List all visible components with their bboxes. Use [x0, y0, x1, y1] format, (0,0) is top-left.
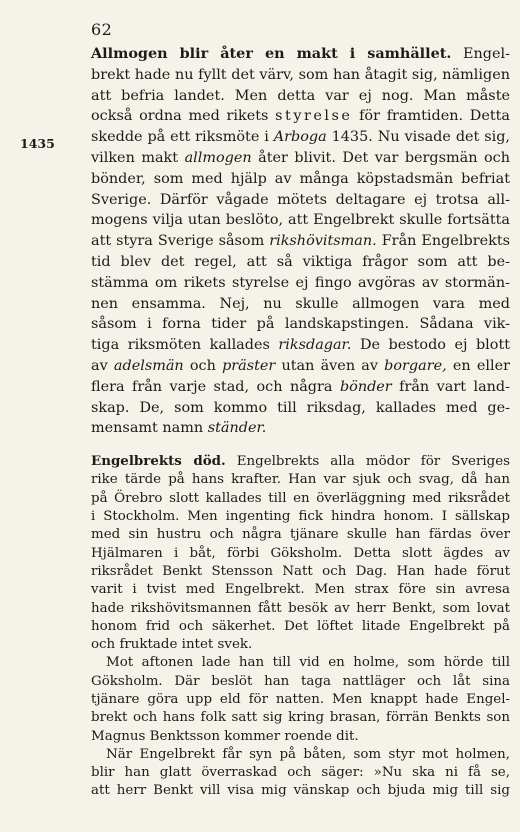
- text-line: nen ensamma. Nej, nu skulle allmogen vara med: [91, 295, 510, 312]
- text-span: och: [183, 357, 223, 374]
- text-line: bönder, som med hjälp av många köpstadsmän befriat: [91, 170, 510, 187]
- text-span: Engelbrekts alla mödor för Sveriges: [225, 454, 510, 470]
- text-line: honom frid och säkerhet. Det löftet litade Engelbrekt på: [91, 618, 510, 634]
- italic-word: Arboga: [273, 129, 327, 146]
- text-line: Mot aftonen lade han till vid en holme, som hörde till: [106, 655, 510, 671]
- text-line: Hjälmaren i båt, förbi Göksholm. Detta slott ägdes av: [91, 545, 510, 561]
- text-line: i Stockholm. Men ingenting fick hindra honom. I sällskap: [91, 509, 510, 525]
- text-line: skap. De, som kommo till riksdag, kallades med ge-: [91, 399, 510, 416]
- text-line: på Örebro slott kallades till en överläggning med riksrådet: [91, 490, 510, 506]
- text-line: att befria landet. Men detta var ej nog. Man måste: [91, 87, 510, 104]
- text-line: varit i tvist med Engelbrekt. Men strax före sin avresa: [91, 582, 510, 598]
- text-line: [91, 106, 510, 127]
- text-line: att herr Benkt vill visa mig vänskap och bjuda mig till sig: [91, 783, 510, 799]
- text-line: [91, 452, 510, 471]
- italic-word: rikshövitsman.: [269, 233, 377, 250]
- text-line: [91, 127, 510, 148]
- text-span: 1435. Nu visade det sig,: [326, 129, 511, 146]
- spaced-word: styrelse: [275, 108, 353, 125]
- text-line: Göksholm. Där beslöt han taga nattläger och låt sina: [91, 673, 510, 689]
- text-line: tjänare göra upp eld för natten. Men knappt hade Engel-: [91, 692, 510, 707]
- italic-word: präster: [222, 357, 276, 374]
- italic-word: borgare,: [384, 357, 447, 374]
- page-number: 62: [91, 20, 113, 39]
- text-line: rike tärde på hans krafter. Han var sjuk och svag, då han: [91, 472, 510, 488]
- text-line: tid blev det regel, att så viktiga frågor som att be-: [91, 253, 510, 270]
- text-span: en eller: [446, 357, 510, 374]
- text-span: utan även av: [275, 357, 385, 374]
- text-span: flera från varje stad, och några: [91, 378, 340, 395]
- italic-word: allmogen: [184, 149, 252, 166]
- text-span: tiga riksmöten kallades: [91, 337, 279, 354]
- text-span: att styra Sverige såsom: [91, 233, 270, 250]
- text-span: De bestodo ej blott: [351, 337, 511, 354]
- text-line: [91, 148, 510, 169]
- text-span: också ordna med rikets: [91, 108, 276, 125]
- text-line: När Engelbrekt får syn på båten, som styr mot holmen,: [106, 746, 510, 762]
- text-line: riksrådet Benkt Stensson Natt och Dag. Han hade förut: [91, 563, 510, 579]
- text-span: vilken makt: [91, 149, 185, 166]
- section-engelbrekts-dod: [91, 452, 510, 801]
- text-line: stämma om rikets styrelse ej fingo avgöras av stormän-: [91, 274, 510, 291]
- text-line: blir han glatt överraskad och säger: »Nu ska ni få se,: [91, 765, 510, 781]
- text-line: Magnus Benktsson kommer roende dit.: [91, 728, 359, 744]
- text-span: mensamt namn: [91, 420, 208, 437]
- text-line: Sverige. Därför vågade mötets deltagare ej trotsa all-: [91, 191, 510, 208]
- italic-word: ständer.: [207, 420, 267, 437]
- text-line: [91, 335, 510, 356]
- text-line: hade rikshövitsmannen fått besök av herr Benkt, som lovat: [91, 600, 510, 616]
- text-span: för framtiden. Detta: [352, 108, 510, 125]
- text-line: mogens vilja utan beslöto, att Engelbrekt skulle fortsätta: [91, 212, 510, 229]
- section-allmogen: [91, 44, 510, 439]
- section-heading: Engelbrekts död.: [91, 453, 226, 470]
- body-text: [91, 44, 510, 801]
- text-line: [91, 418, 510, 439]
- italic-word: bönder: [339, 378, 392, 395]
- text-line: med sin hustru och några tjänare skulle han färdas över: [91, 527, 510, 543]
- text-span: av: [91, 357, 114, 374]
- text-line: och fruktade intet svek.: [91, 637, 253, 653]
- italic-word: riksdagar.: [278, 337, 352, 354]
- text-line: [91, 44, 510, 65]
- text-line: brekt hade nu fyllt det värv, som han åtagit sig, nämligen: [91, 66, 510, 83]
- text-line: [91, 356, 510, 377]
- italic-word: adelsmän: [113, 357, 184, 374]
- text-line: såsom i forna tider på landskapstingen. Sådana vik-: [91, 316, 510, 333]
- text-line: [91, 377, 510, 398]
- text-span: från vart land-: [391, 378, 510, 395]
- text-span: Från Engelbrekts: [376, 233, 510, 250]
- text-line: brekt och hans folk satt sig kring brasan, förrän Benkts son: [91, 710, 510, 726]
- text-line: [91, 231, 510, 252]
- text-span: skedde på ett riksmöte i: [91, 129, 274, 146]
- text-span: Engel-: [451, 46, 510, 62]
- section-heading: Allmogen blir åter en makt i samhället.: [91, 45, 452, 62]
- text-span: åter blivit. Det var bergsmän och: [251, 149, 511, 166]
- margin-year: 1435: [20, 136, 55, 151]
